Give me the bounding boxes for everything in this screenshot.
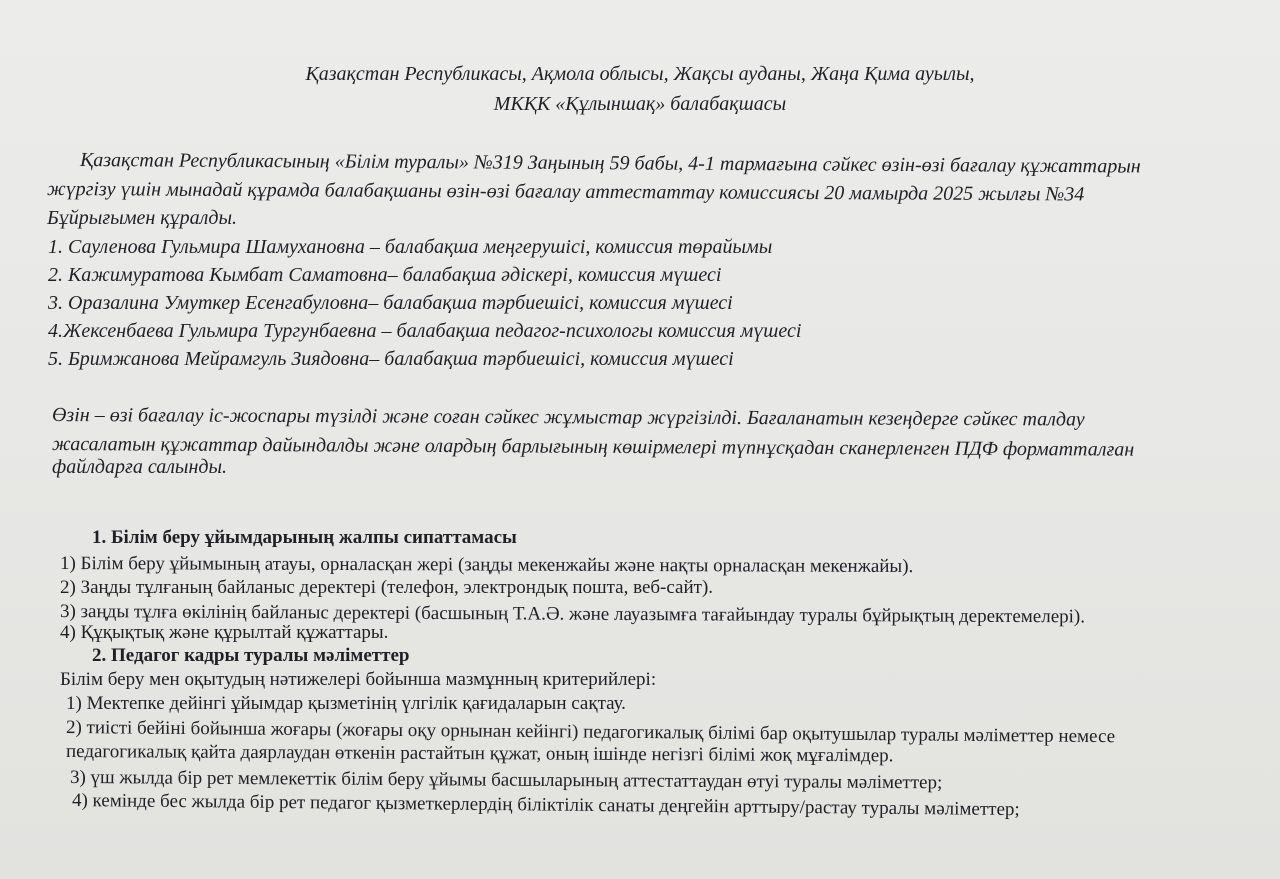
section-2-subtitle: Білім беру мен оқытудың нәтижелері бойынша мазмұнның критерийлері: bbox=[60, 669, 657, 690]
intro-line-2: жүргізу үшін мынадай құрамда балабақшаны өзін-өзі бағалау аттестаттау комиссиясы 20 мамырда 2025 жылғы №34 bbox=[46, 178, 1085, 206]
commission-member-5: 5. Бримжанова Мейрамгуль Зиядовна– балабақша тәрбиешісі, комиссия мүшесі bbox=[48, 348, 734, 370]
section-1-item-2: 2) Заңды тұлғаның байланыс деректері (телефон, электрондық пошта, веб-сайт). bbox=[60, 577, 714, 598]
plan-line-2: жасалатын құжаттар дайындалды және олардың барлығының көшірмелері түпнұсқадан сканерленген ПДФ форматталған bbox=[51, 433, 1135, 461]
section-2-title: 2. Педагог кадры туралы мәліметтер bbox=[92, 645, 410, 666]
commission-member-4: 4.Жексенбаева Гульмира Тургунбаевна – балабақша педагог-психологы комиссия мүшесі bbox=[48, 320, 802, 342]
section-1-item-4: 4) Құқықтық және құрылтай құжаттары. bbox=[60, 622, 389, 643]
section-2-item-2-continued: педагогикалық қайта даярлаудан өткенін растайтын құжат, оның ішінде негізгі білімі жоқ мұғалімдер. bbox=[65, 741, 894, 767]
plan-line-1: Өзін – өзі бағалау іс-жоспары түзілді және соған сәйкес жұмыстар жүргізілді. Бағаланатын кезеңдерге сәйкес талдау bbox=[51, 404, 1085, 431]
header-line-1: Қазақстан Республикасы, Ақмола облысы, Жақсы ауданы, Жаңа Қима ауылы, bbox=[305, 63, 975, 85]
section-2-item-1: 1) Мектепке дейінгі ұйымдар қызметінің үлгілік қағидаларын сақтау. bbox=[66, 693, 626, 714]
section-2-item-3: 3) үш жылда бір рет мемлекеттік білім беру ұйымы басшыларының аттестаттаудан өтуі туралы мәліметтер; bbox=[69, 767, 943, 794]
plan-line-3: файлдарға салынды. bbox=[52, 456, 228, 478]
section-1-title: 1. Білім беру ұйымдарының жалпы сипаттамасы bbox=[92, 527, 517, 548]
commission-member-1: 1. Сауленова Гульмира Шамухановна – балабақша меңгерушісі, комиссия төрайымы bbox=[48, 236, 773, 258]
section-2-item-4: 4) кемінде бес жылда бір рет педагог қызметкерлердің біліктілік санаты деңгейін арттыру/растау туралы мәліметтер; bbox=[71, 790, 1020, 821]
commission-member-2: 2. Кажимуратова Кымбат Саматовна– балабақша әдіскері, комиссия мүшесі bbox=[48, 264, 722, 286]
section-1-item-1: 1) Білім беру ұйымының атауы, орналасқан жері (заңды мекенжайы және нақты орналасқан мекенжайы). bbox=[59, 553, 914, 577]
intro-line-3: Бұйрығымен құралды. bbox=[47, 207, 237, 229]
header-line-2: МКҚК «Құлыншақ» балабақшасы bbox=[493, 93, 787, 115]
section-1-item-3: 3) заңды тұлға өкілінің байланыс деректері (басшының Т.А.Ә. және лауазымға тағайындау туралы бұйрықтың деректемелері). bbox=[59, 601, 1086, 628]
intro-line-1: Қазақстан Республикасының «Білім туралы» №319 Заңының 59 бабы, 4-1 тармағына сәйкес өзін-өзі бағалау құжаттарын bbox=[79, 149, 1141, 178]
commission-member-3: 3. Оразалина Умуткер Есенгабуловна– балабақша тәрбиешісі, комиссия мүшесі bbox=[48, 292, 733, 314]
section-2-item-2: 2) тиісті бейіні бойынша жоғары (жоғары оқу орнынан кейінгі) педагогикалық білімі бар оқытушылар туралы мәліметтер немесе bbox=[65, 717, 1116, 748]
